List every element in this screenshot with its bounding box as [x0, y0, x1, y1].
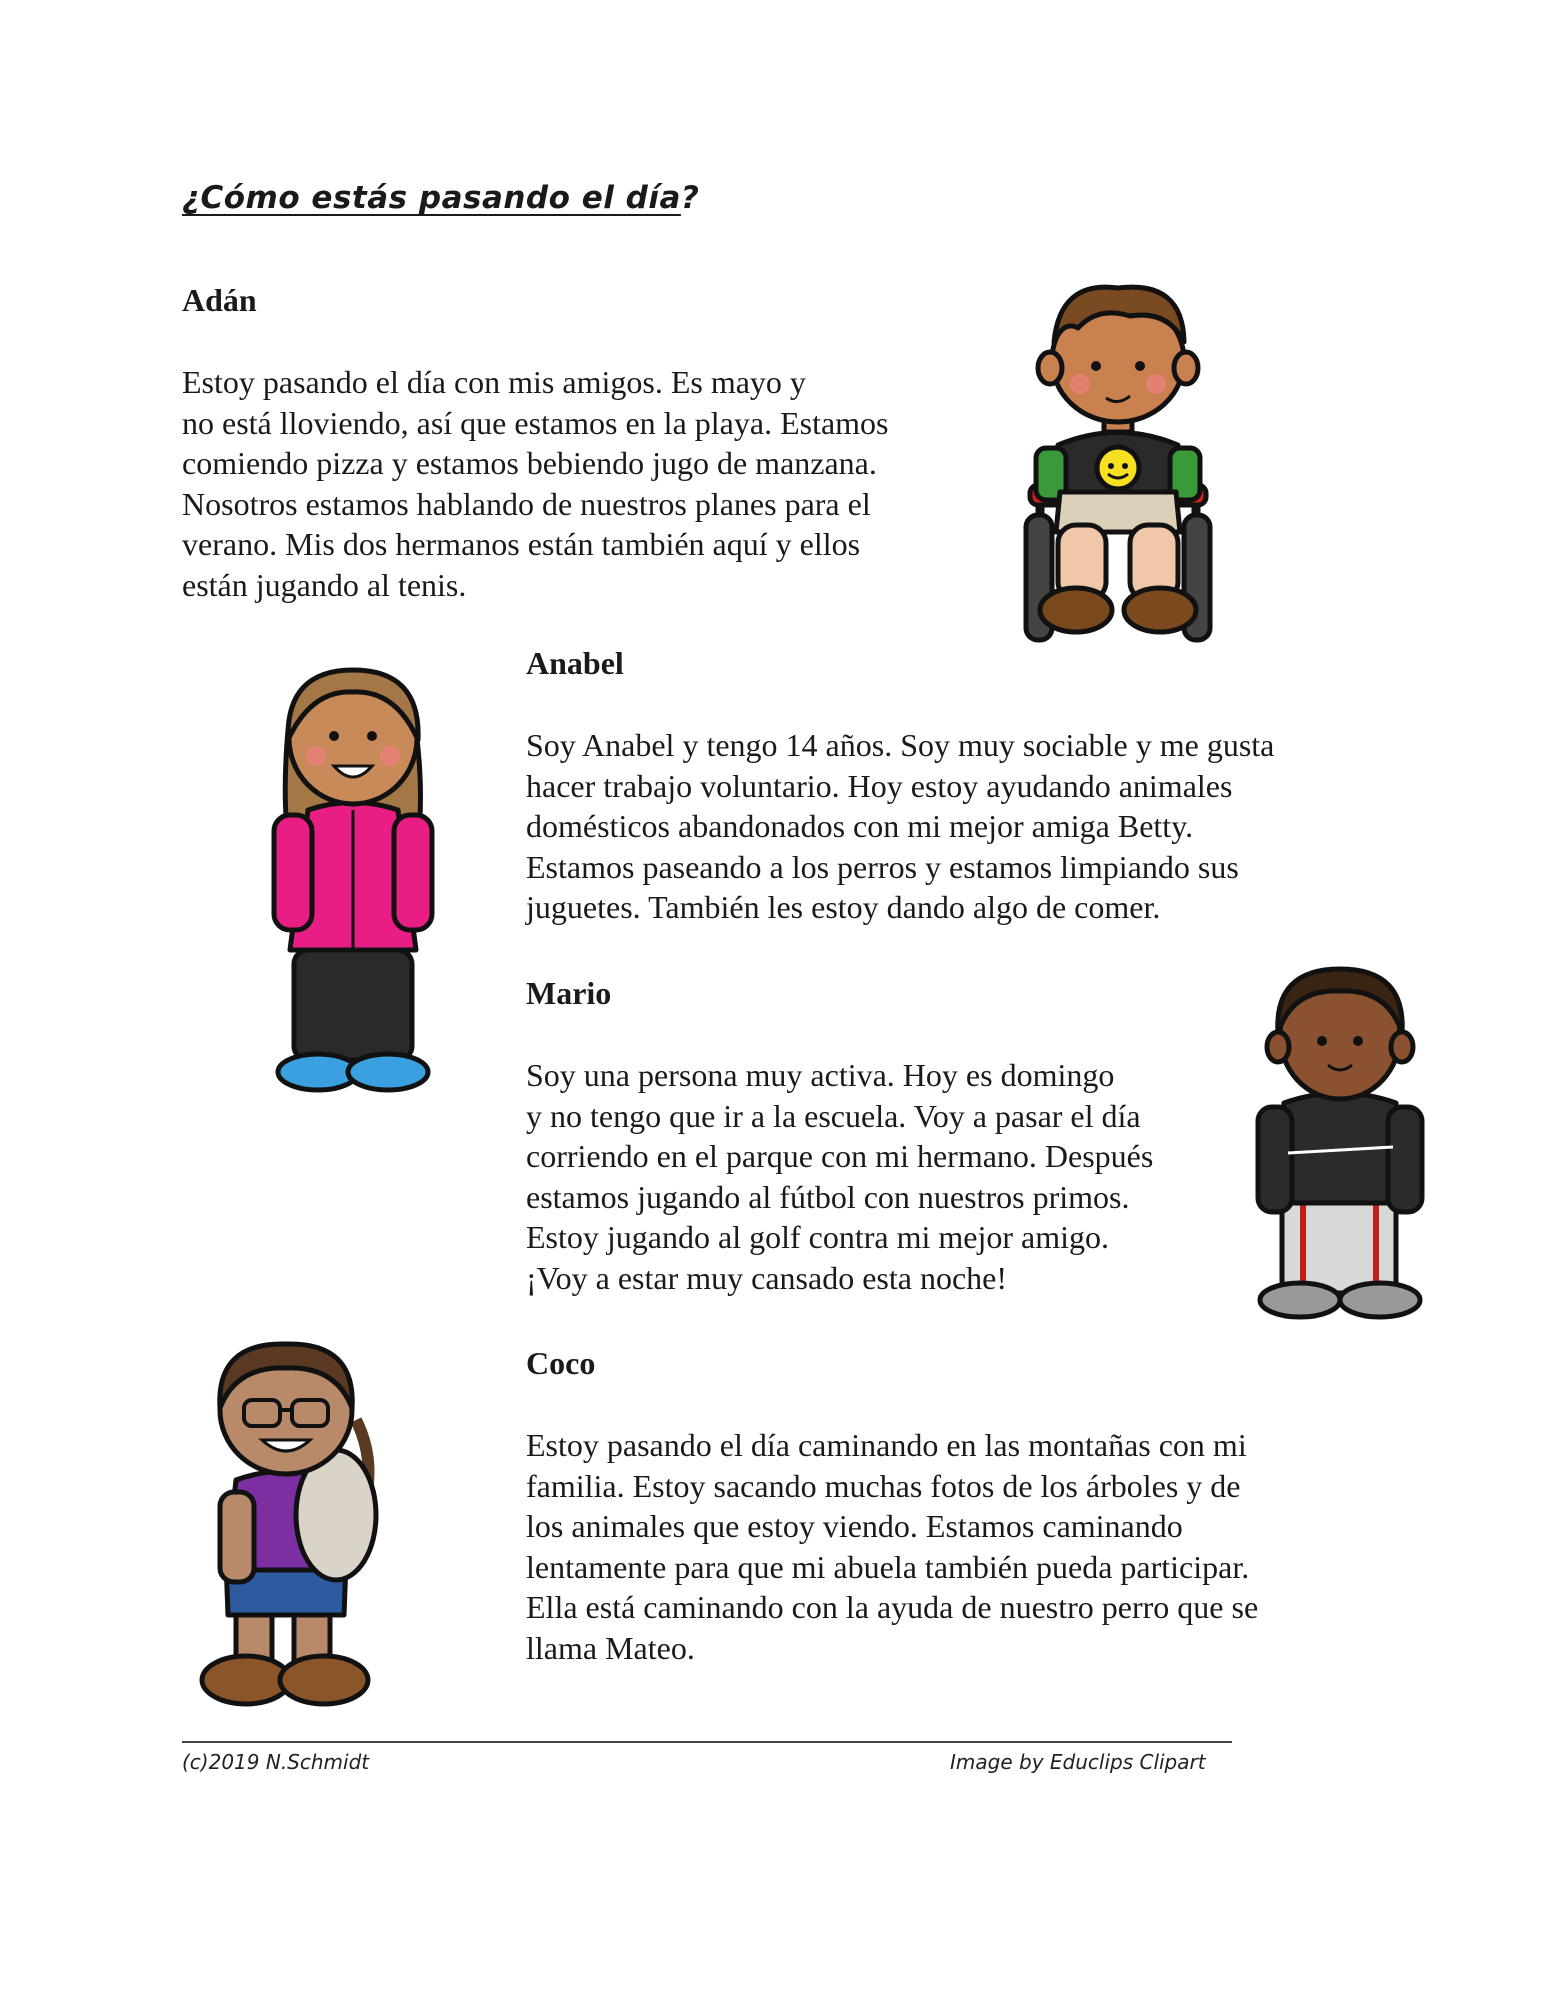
text-line: lentamente para que mi abuela también pueda participar. — [526, 1548, 1250, 1585]
text-line: Estoy pasando el día con mis amigos. Es mayo y — [182, 364, 806, 400]
text-line: familia. Estoy sacando muchas fotos de los árboles y de — [526, 1467, 1241, 1504]
girl-backpack-illustration — [186, 1330, 396, 1715]
text-line: comiendo pizza y estamos bebiendo jugo de manzana. — [182, 445, 877, 481]
section-name-adan: Adán — [182, 282, 257, 318]
text-line: hacer trabajo voluntario. Hoy estoy ayudando animales — [526, 767, 1233, 804]
footer-divider — [182, 1741, 1232, 1743]
boy-black-jacket-illustration — [1248, 955, 1433, 1327]
text-line: los animales que estoy viendo. Estamos caminando — [526, 1508, 1183, 1544]
text-line: llama Mateo. — [526, 1629, 695, 1666]
text-line: Estoy pasando el día caminando en las montañas con mi — [526, 1427, 1247, 1463]
text-line: y no tengo que ir a la escuela. Voy a pasar el día — [526, 1097, 1141, 1134]
page-title — [182, 180, 699, 216]
text-line: juguetes. También les estoy dando algo de comer. — [526, 889, 1161, 925]
section-name-coco: Coco — [526, 1345, 596, 1381]
text-line: Estamos paseando a los perros y estamos limpiando sus — [526, 848, 1239, 885]
text-line: están jugando al tenis. — [182, 566, 467, 603]
text-line: corriendo en el parque con mi hermano. Después — [526, 1138, 1154, 1174]
text-line: estamos jugando al fútbol con nuestros primos. — [526, 1178, 1130, 1215]
section-text-anabel — [526, 725, 1274, 928]
text-line: Estoy jugando al golf contra mi mejor amigo. — [526, 1219, 1109, 1255]
girl-pink-shirt-illustration — [266, 650, 441, 1100]
text-line: Soy una persona muy activa. Hoy es domingo — [526, 1057, 1115, 1093]
footer-image-credit: Image by Educlips Clipart — [950, 1750, 1206, 1774]
section-text-adan — [182, 362, 889, 605]
section-name-anabel: Anabel — [526, 645, 624, 681]
boy-wheelchair-illustration — [1018, 270, 1218, 655]
text-line: verano. Mis dos hermanos están también aquí y ellos — [182, 526, 861, 562]
text-line: no está lloviendo, así que estamos en la playa. Estamos — [182, 404, 889, 441]
section-name-mario: Mario — [526, 975, 612, 1011]
section-text-mario — [526, 1055, 1153, 1298]
footer-copyright: (c)2019 N.Schmidt — [182, 1750, 370, 1774]
text-line: Soy Anabel y tengo 14 años. Soy muy sociable y me gusta — [526, 727, 1275, 763]
title-underlined: ¿Cómo estás pasando el día — [182, 180, 681, 216]
text-line: ¡Voy a estar muy cansado esta noche! — [526, 1259, 1008, 1296]
text-line: Nosotros estamos hablando de nuestros planes para el — [182, 485, 871, 522]
text-line: Ella está caminando con la ayuda de nuestro perro que se — [526, 1589, 1259, 1625]
text-line: domésticos abandonados con mi mejor amiga Betty. — [526, 808, 1194, 844]
section-text-coco — [526, 1425, 1258, 1668]
title-question-mark: ? — [680, 180, 700, 216]
